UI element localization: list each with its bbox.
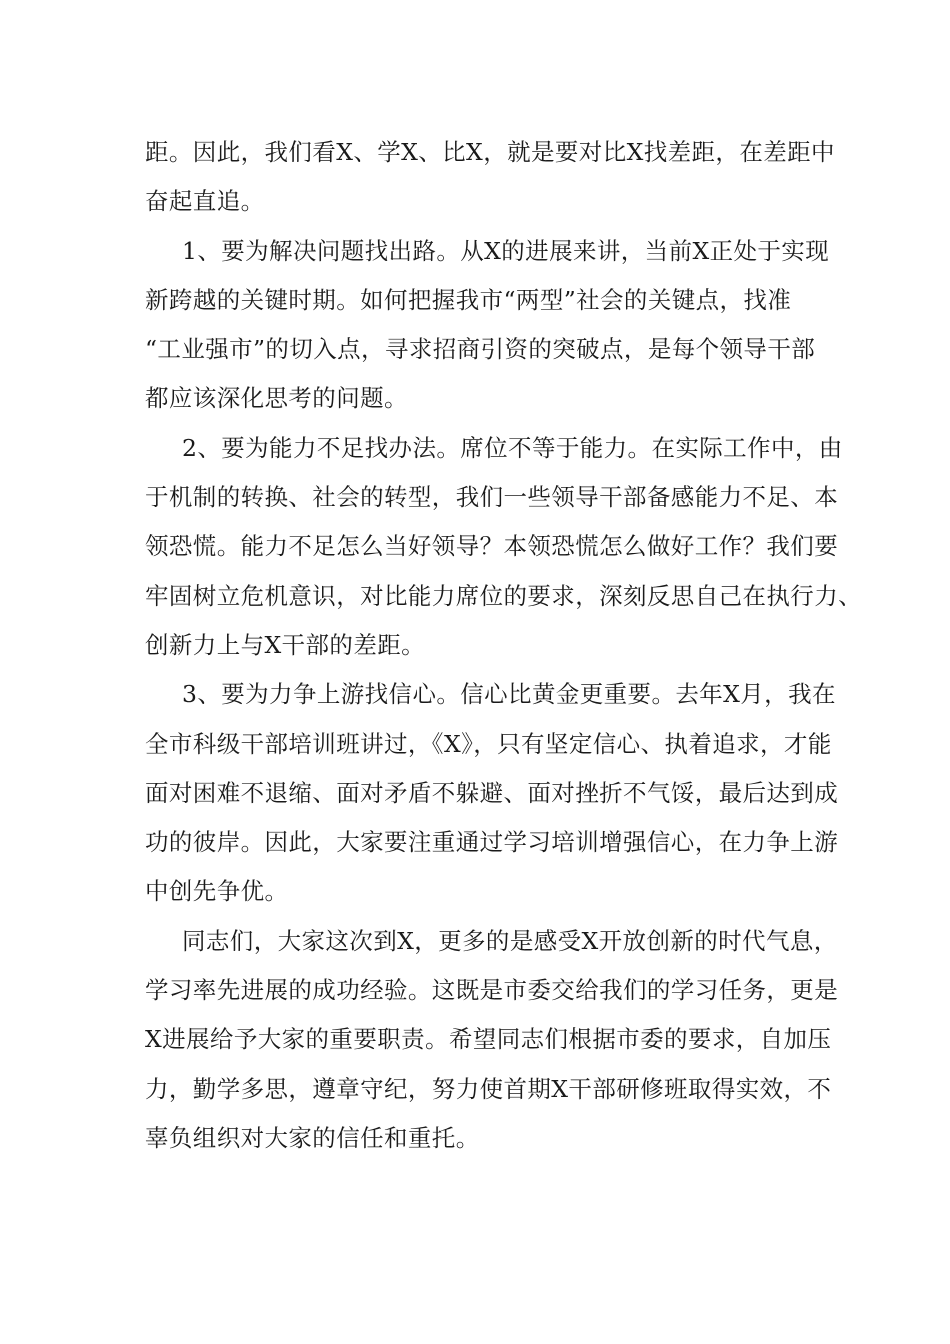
text-line: 于机制的转换、社会的转型，我们一些领导干部备感能力不足、本: [145, 483, 839, 512]
text-line: 距。因此，我们看X、学X、比X，就是要对比X找差距，在差距中: [145, 138, 835, 166]
paragraph-first-line: 1、要为解决问题找出路。从X的进展来讲，当前X正处于实现: [182, 236, 830, 265]
text-line: 力，勤学多思，遵章守纪，努力使首期X干部研修班取得实效，不: [145, 1074, 832, 1103]
text-line: 全市科级干部培训班讲过，《X》，只有坚定信心、执着追求，才能: [145, 729, 832, 758]
paragraph-first-line: 3、要为力争上游找信心。信心比黄金更重要。去年X月，我在: [182, 680, 836, 709]
text-line: 领恐慌。能力不足怎么当好领导？本领恐慌怎么做好工作？我们要: [145, 532, 839, 561]
text-line: 面对困难不退缩、面对矛盾不躲避、面对挫折不气馁，最后达到成: [145, 778, 839, 807]
text-line: 新跨越的关键时期。如何把握我市“两型”社会的关键点，找准: [145, 285, 792, 314]
paragraph-first-line: 2、要为能力不足找办法。席位不等于能力。在实际工作中，由: [182, 433, 843, 462]
text-line: X进展给予大家的重要职责。希望同志们根据市委的要求，自加压: [145, 1025, 832, 1054]
text-line: 辜负组织对大家的信任和重托。: [145, 1123, 480, 1152]
text-line: 都应该深化思考的问题。: [145, 384, 408, 413]
text-line: 功的彼岸。因此，大家要注重通过学习培训增强信心，在力争上游: [145, 828, 839, 857]
text-line: 中创先争优。: [145, 877, 289, 906]
text-line: 创新力上与X干部的差距。: [145, 630, 426, 659]
text-line: 奋起直追。: [145, 187, 265, 216]
text-line: 牢固树立危机意识，对比能力席位的要求，深刻反思自己在执行力、: [145, 581, 862, 610]
text-line: “工业强市”的切入点，寻求招商引资的突破点，是每个领导干部: [145, 335, 816, 364]
document-body: [145, 128, 862, 1163]
paragraph-first-line: 同志们，大家这次到X，更多的是感受X开放创新的时代气息，: [182, 926, 838, 955]
text-line: 学习率先进展的成功经验。这既是市委交给我们的学习任务，更是: [145, 976, 839, 1005]
